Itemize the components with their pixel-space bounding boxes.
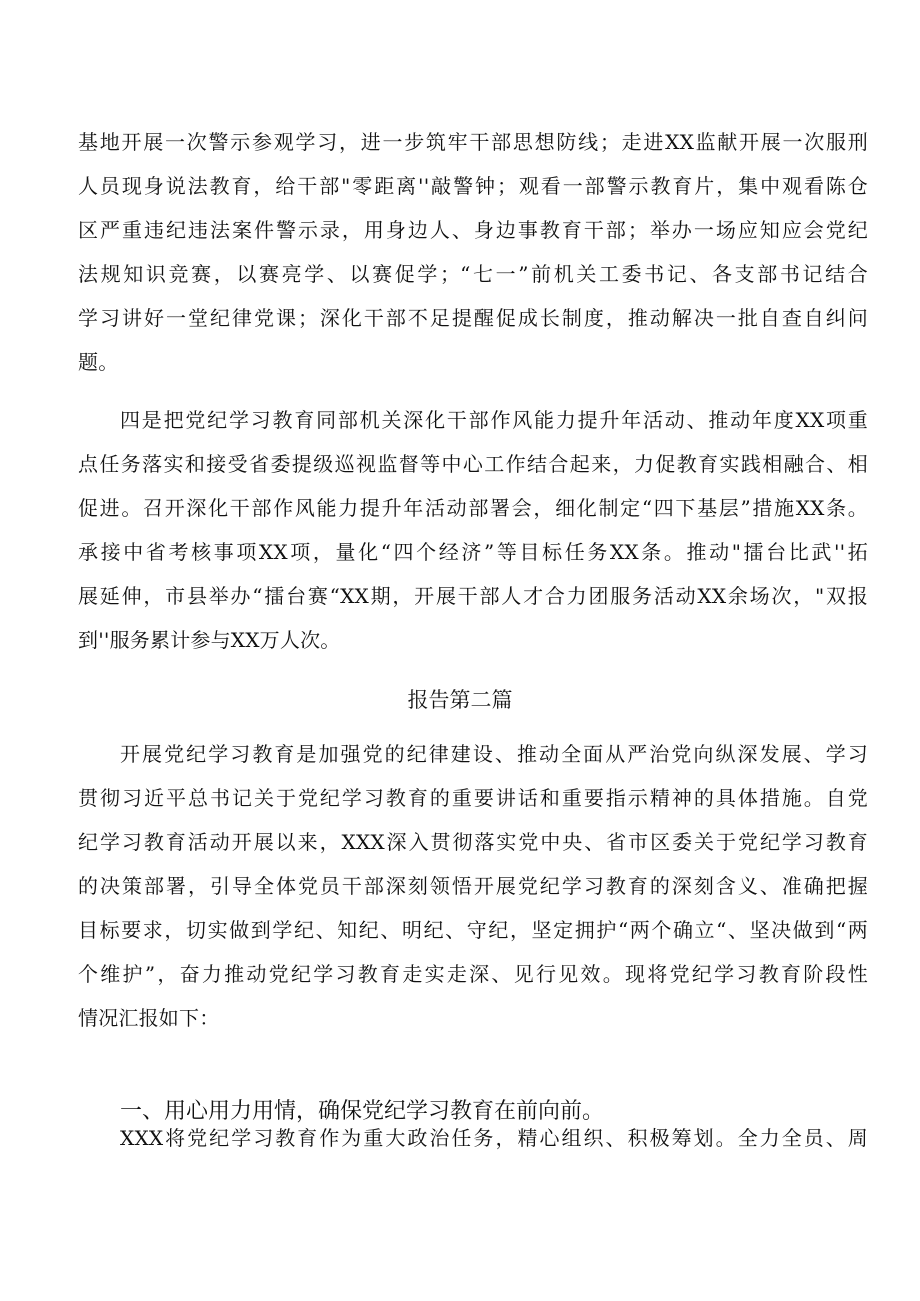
heading-one: 一、用心用力用情，确保党纪学习教育在前向前。	[120, 1099, 605, 1124]
text-line: 开展党纪学习教育是加强党的纪律建设、推动全面从严治党向纵深发展、学习	[120, 742, 868, 766]
last-paragraph	[78, 1116, 868, 1160]
text-line: 区严重违纪违法案件警示录，用身边人、身边事教育干部；举办一场应知应会党纪	[78, 218, 868, 242]
text-line: 促进。召开深化干部作风能力提升年活动部署会，细化制定“四下基层”措施XX条。	[78, 496, 868, 520]
text-line: 个维护”，奋力推动党纪学习教育走实走深、见行见效。现将党纪学习教育阶段性	[78, 962, 868, 986]
text-line: 纪学习教育活动开展以来，XXX深入贯彻落实党中央、省市区委关于党纪学习教育	[78, 830, 868, 854]
text-line: 人员现身说法教育，给干部"零距离''敲警钟；观看一部警示教育片，集中观看陈仓	[78, 174, 868, 198]
text-line: 展延伸，市县举办“擂台赛“XX期，开展干部人才合力团服务活动XX余场次，"双报	[78, 584, 868, 608]
section-title: 报告第二篇	[407, 688, 513, 712]
text-line: XXX将党纪学习教育作为重大政治任务，精心组织、积极筹划。全力全员、周	[120, 1126, 868, 1150]
text-line: 基地开展一次警示参观学习，进一步筑牢干部思想防线；走进XX监献开展一次服刑	[78, 130, 868, 154]
text-line: 四是把党纪学习教育同部机关深化干部作风能力提升年活动、推动年度XX项重	[120, 408, 868, 432]
intro-paragraph	[78, 732, 868, 1040]
text-line: 学习讲好一堂纪律党课；深化干部不足提醒促成长制度，推动解决一批自查自纠问	[78, 306, 868, 330]
text-line: 的决策部署，引导全体党员干部深刻领悟开展党纪学习教育的深刻含义、准确把握	[78, 874, 868, 898]
text-line: 法规知识竞赛，以赛亮学、以赛促学；“七一”前机关工委书记、各支部书记结合	[78, 262, 868, 286]
text-line: 题。	[78, 350, 119, 374]
text-line: 目标要求，切实做到学纪、知纪、明纪、守纪，坚定拥护“两个确立“、坚决做到“两	[78, 918, 868, 942]
paragraph-continued	[78, 120, 868, 384]
paragraph-four	[78, 398, 868, 662]
text-line: 承接中省考核事项XX项，量化“四个经济”等目标任务XX条。推动"擂台比武''拓	[78, 540, 868, 564]
text-line: 点任务落实和接受省委提级巡视监督等中心工作结合起来，力促教育实践相融合、相	[78, 452, 868, 476]
text-line: 情况汇报如下：	[78, 1006, 220, 1030]
text-line: 贯彻习近平总书记关于党纪学习教育的重要讲话和重要指示精神的具体措施。自党	[78, 786, 868, 810]
text-line: 到''服务累计参与XX万人次。	[78, 628, 341, 652]
